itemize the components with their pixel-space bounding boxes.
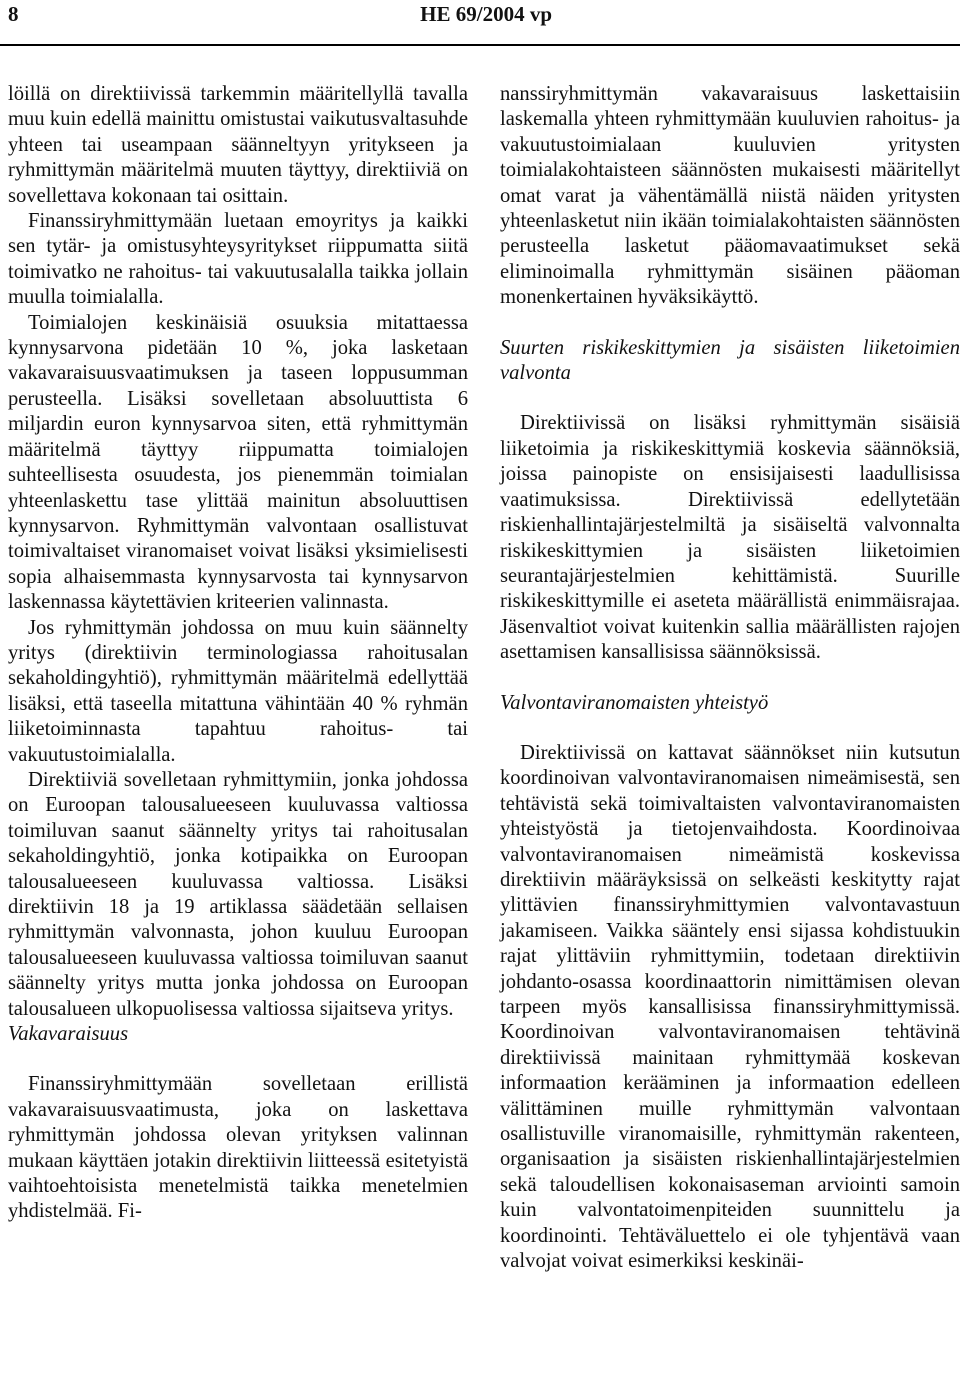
paragraph: Finanssiryhmittymään sovelletaan erillistä vakavaraisuusvaatimusta, joka on laskettava ryhmittymän johdossa olevan yrityksen valinnan mukaan käyttäen jotakin direktiivin liitteessä esitetyistä vaihtoehtoisista menetelmistä taikka menetelmien yhdistelmää. Fi- bbox=[8, 1073, 468, 1223]
header-rule bbox=[0, 44, 960, 46]
paragraph: Direktiivissä on lisäksi ryhmittymän sisäisiä liiketoimia ja riskikeskittymiä koskevia säännöksiä, joissa painopiste on ensisijaisesti laadullisissa vaatimuksissa. Direktiivissä edellytetään riskienhallintajärjestelmiltä ja sisäiseltä valvonnalta riskikeskittymien ja sisäisten liiketoimien seurantajärjestelmien kehittämistä. Suurille riskikeskittymille ei aseteta määrällistä enimmäisrajaa. Jäsenvaltiot voivat kuitenkin sallia määrällisten rajojen asettamisen kansallisissa säännöksissä. bbox=[500, 412, 960, 664]
right-column bbox=[500, 82, 960, 1274]
page-header bbox=[0, 0, 960, 50]
page-number: 8 bbox=[8, 2, 19, 26]
paragraph: Direktiivissä on kattavat säännökset niin kutsutun koordinoivan valvontaviranomaisen nimeämisestä, sen tehtävistä sekä toimivaltaisten valvontaviranomaisten yhteistyöstä ja tietojenvaihdosta. Koordinoivaa valvontaviranomaisen nimeämistä koskevissa direktiivin määräyksissä on selkeästi keskitytty rajat ylittävien finanssiryhmittymien valvontavastuun jakamiseen. Vaikka sääntely ensi sijassa kohdistuukin rajat ylittäviin ryhmittymiin, todetaan direktiivin johdanto-osassa koordinaattorin nimittämisen olevan tarpeen myös kansallisissa finanssiryhmittymissä. Koordinoivan valvontaviranomaisen tehtävinä direktiivissä mainitaan ryhmittymää koskevan informaation kerääminen ja informaation edelleen välittäminen muille ryhmittymän valvontaan osallistuville viranomaisille, ryhmittymän rakenteen, organisaation ja sisäisten riskienhallintajärjestelmien sekä taloudellisen kokonaisaseman arviointi samoin kuin valvontatoimenpiteiden suunnittelu ja koordinointi. Tehtäväluettelo ei ole tyhjentävä vaan valvojat voivat esimerkiksi keskinäi- bbox=[500, 741, 960, 1273]
left-column bbox=[8, 82, 468, 1225]
paragraph: Finanssiryhmittymään luetaan emoyritys ja kaikki sen tytär- ja omistusyhteysyritykset riippumatta siitä toimivatko ne rahoitus- tai vakuutusalalla taikka jollain muulla toimialalla. bbox=[8, 210, 468, 309]
paragraph: Jos ryhmittymän johdossa on muu kuin säännelty yritys (direktiivin terminologiassa rahoitusalan sekaholdingyhtiö), ryhmittymän määritelmä edellyttää lisäksi, että taseella mitattuna vähintään 40 % ryhmän liiketoiminnasta tapahtuu rahoitus- tai vakuutustoimialalla. bbox=[8, 616, 468, 766]
paragraph: nanssiryhmittymän vakavaraisuus laskettaisiin laskemalla yhteen ryhmittymään kuuluvien rahoitus- ja vakuutustoimialaan kuuluvien yritysten toimialakohtaisteen säännösten mukaisesti määritellyt omat varat ja vähentämällä niistä näiden yritysten yhteenlasketut niin ikään toimialakohtaisten säännösten perusteella lasketut pääomavaatimukset sekä eliminoimalla ryhmittymän sisäinen pääoman monenkertainen hyväksikäyttö. bbox=[500, 83, 960, 309]
paragraph: löillä on direktiivissä tarkemmin määritellyllä tavalla muu kuin edellä mainittu omistustai vaikutusvaltasuhde yhteen tai useampaan säänneltyyn yritykseen ja ryhmittymän määritelmä muuten täyttyy, direktiiviä on sovellettava kokonaan tai osittain. bbox=[8, 83, 468, 207]
document-id: HE 69/2004 vp bbox=[420, 2, 552, 26]
paragraph: Toimialojen keskinäisiä osuuksia mitattaessa kynnysarvona pidetään 10 %, joka lasketaan vakavaraisuusvaatimuksen ja taseen loppusumman perusteella. Lisäksi sovelletaan absoluuttista 6 miljardin euron kynnysarvoa siten, että ryhmittymän määritelmä täyttyy riippumatta toimialojen suhteellisesta osuudesta, jos pienemmän toimialan yhteenlaskettu tase ylittää mainitun absoluuttisen kynnysarvon. Ryhmittymän valvontaan osallistuvat toimivaltaiset viranomaiset voivat lisäksi yksimielisesti sopia alhaisemmasta kynnysarvosta tai kynnysarvon laskennassa käytettävien kriteerien valinnasta. bbox=[8, 311, 468, 614]
section-heading: Suurten riskikeskittymien ja sisäisten liiketoimien valvonta bbox=[500, 336, 960, 385]
section-heading: Vakavaraisuus bbox=[8, 1023, 129, 1046]
section-heading: Valvontaviranomaisten yhteistyö bbox=[500, 691, 769, 714]
paragraph: Direktiiviä sovelletaan ryhmittymiin, jonka johdossa on Euroopan talousalueeseen kuuluvassa valtiossa toimiluvan saanut säännelty yritys tai rahoitusalan sekaholdingyhtiö, jonka kotipaikka on Euroopan talousalueeseen kuuluvassa valtiossa. Lisäksi direktiivin 18 ja 19 artiklassa säädetään sellaisen ryhmittymän valvonnasta, johon kuuluu Euroopan talousalueeseen kuuluvassa valtiossa toimiluvan saanut säännelty yritys mutta jonka johdossa on Euroopan talousalueen ulkopuolisessa valtiossa sijaitseva yritys. bbox=[8, 768, 468, 1020]
